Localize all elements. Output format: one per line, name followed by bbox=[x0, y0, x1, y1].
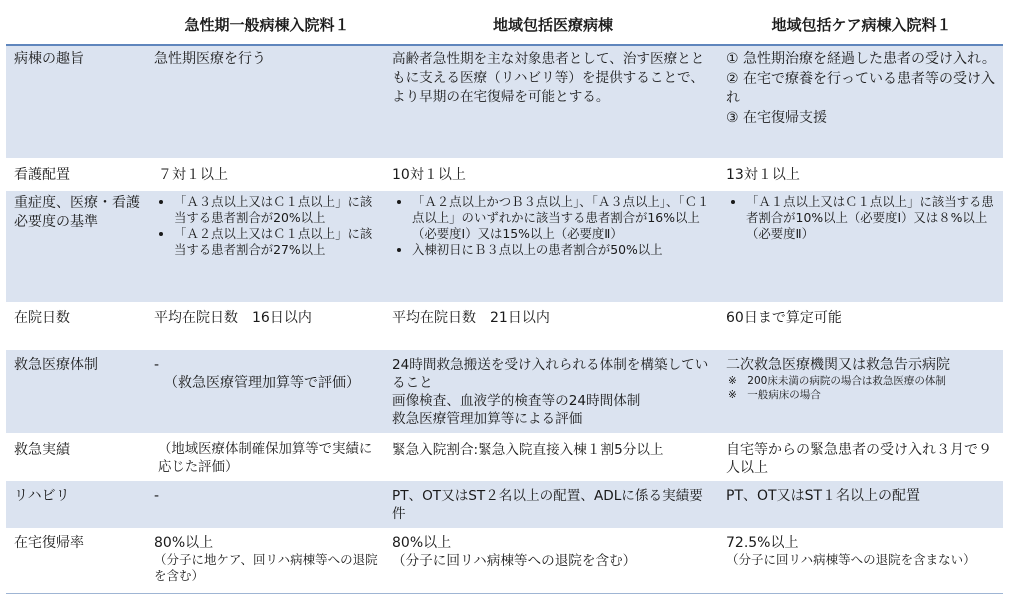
cell-rehab-community-care: PT、OT又はST１名以上の配置 bbox=[720, 481, 1003, 529]
severity-medical-criterion-1: • 「Ａ２点以上かつＢ３点以上」、「Ａ３点以上」、「Ｃ１点以上」のいずれかに該当する患者割合が16%以上（必要度Ⅰ）又は15%以上（必要度Ⅱ） bbox=[412, 194, 714, 242]
header-community-medical: 地域包括医療病棟 bbox=[386, 6, 720, 46]
cell-emergency-system-community-medical bbox=[386, 350, 720, 434]
cell-severity-community-care bbox=[720, 191, 1003, 303]
cell-nursing-community-medical: 10対１以上 bbox=[392, 167, 466, 183]
home-return-medical-value: 80%以上 bbox=[392, 535, 452, 551]
severity-medical-criterion-2: • 入棟初日にＢ３点以上の患者割合が50%以上 bbox=[412, 242, 714, 258]
emergency-system-medical-line-3: 救急医療管理加算等による評価 bbox=[392, 411, 583, 427]
row-label-emergency-results: 救急実績 bbox=[14, 442, 70, 458]
row-label-home-return: 在宅復帰率 bbox=[14, 535, 84, 551]
cell-purpose-community-care bbox=[720, 46, 1003, 159]
row-label-emergency-system: 救急医療体制 bbox=[6, 350, 148, 434]
severity-acute-criterion-1: • 「Ａ３点以上又はＣ１点以上」に該当する患者割合が20%以上 bbox=[174, 194, 380, 226]
cell-emergency-results-community-care: 自宅等からの緊急患者の受け入れ３月で９人以上 bbox=[726, 442, 992, 476]
comparison-table bbox=[6, 6, 1003, 587]
severity-care-criterion-1: • 「Ａ１点以上又はＣ１点以上」に該当する患者割合が10%以上（必要度Ⅰ）又は８%以上（必要度Ⅱ） bbox=[746, 194, 997, 242]
table-bottom-rule bbox=[6, 593, 1003, 594]
header-corner bbox=[6, 6, 148, 46]
emergency-system-care-note-1: ※ 200床未満の病院の場合は救急医療の体制 bbox=[728, 375, 946, 387]
header-acute-general: 急性期一般病棟入院料１ bbox=[148, 6, 386, 46]
purpose-item-2: ② 在宅で療養を行っている患者等の受け入れ bbox=[726, 70, 995, 106]
home-return-acute-value: 80%以上 bbox=[154, 535, 214, 551]
cell-stay-community-medical: 平均在院日数 21日以内 bbox=[392, 310, 550, 326]
cell-nursing-community-care: 13対１以上 bbox=[726, 167, 800, 183]
emergency-system-acute-dash: - bbox=[154, 357, 160, 373]
home-return-care-note: （分子に回リハ病棟等への退院を含まない） bbox=[726, 552, 976, 567]
cell-rehab-community-medical: PT、OT又はST２名以上の配置、ADLに係る実績要件 bbox=[386, 481, 720, 529]
cell-emergency-results-acute: （地域医療体制確保加算等で実績に応じた評価） bbox=[158, 442, 373, 475]
home-return-care-value: 72.5%以上 bbox=[726, 535, 799, 551]
cell-stay-acute: 平均在院日数 16日以内 bbox=[154, 310, 312, 326]
row-label-purpose: 病棟の趣旨 bbox=[6, 46, 148, 159]
cell-home-return-community-care bbox=[720, 529, 1003, 587]
cell-emergency-system-acute bbox=[148, 350, 386, 434]
home-return-medical-note: （分子に回リハ病棟等への退院を含む） bbox=[392, 553, 637, 569]
cell-severity-community-medical bbox=[386, 191, 720, 303]
cell-purpose-acute: 急性期医療を行う bbox=[148, 46, 386, 159]
severity-acute-criterion-2: • 「Ａ２点以上又はＣ１点以上」に該当する患者割合が27%以上 bbox=[174, 226, 380, 258]
home-return-acute-note: （分子に地ケア、回リハ病棟等への退院を含む） bbox=[154, 552, 378, 583]
emergency-system-medical-line-2: 画像検査、血液学的検査等の24時間体制 bbox=[392, 393, 641, 409]
row-label-nursing: 看護配置 bbox=[14, 167, 70, 183]
row-label-stay: 在院日数 bbox=[14, 310, 70, 326]
emergency-system-care-note-2: ※ 一般病床の場合 bbox=[728, 389, 821, 401]
emergency-system-medical-line-1: 24時間救急搬送を受け入れられる体制を構築していること bbox=[392, 357, 709, 391]
row-label-rehab: リハビリ bbox=[6, 481, 148, 529]
row-label-severity: 重症度、医療・看護必要度の基準 bbox=[6, 191, 148, 303]
emergency-system-acute-note: （救急医療管理加算等で評価） bbox=[164, 375, 360, 391]
cell-rehab-acute: - bbox=[148, 481, 386, 529]
cell-home-return-community-medical bbox=[386, 529, 720, 587]
cell-stay-community-care: 60日まで算定可能 bbox=[726, 310, 842, 326]
cell-nursing-acute: ７対１以上 bbox=[158, 167, 228, 183]
cell-emergency-system-community-care bbox=[720, 350, 1003, 434]
header-community-care: 地域包括ケア病棟入院料１ bbox=[720, 6, 1003, 46]
purpose-item-3: ③ 在宅復帰支援 bbox=[726, 109, 828, 126]
cell-purpose-community-medical: 高齢者急性期を主な対象患者として、治す医療とともに支える医療（リハビリ等）を提供することで、より早期の在宅復帰を可能とする。 bbox=[386, 46, 720, 159]
cell-emergency-results-community-medical: 緊急入院割合:緊急入院直接入棟１割5分以上 bbox=[392, 442, 664, 458]
cell-home-return-acute bbox=[148, 529, 386, 587]
purpose-item-1: ① 急性期治療を経過した患者の受け入れ。 bbox=[726, 51, 996, 67]
cell-severity-acute bbox=[148, 191, 386, 303]
emergency-system-care-line-1: 二次救急医療機関又は救急告示病院 bbox=[726, 357, 950, 373]
